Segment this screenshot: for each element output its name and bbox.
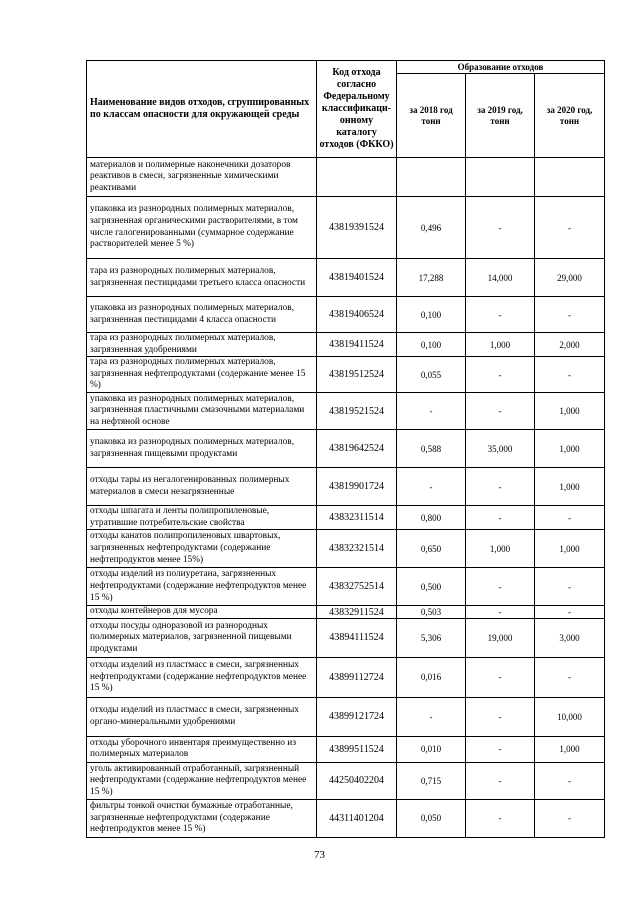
row-name-cell: тара из разнородных полимерных материалов, загрязненная нефтепродуктами (содержание менее 15 %) bbox=[87, 357, 317, 393]
header-year-2019: за 2019 год, тонн bbox=[466, 74, 535, 158]
waste-table bbox=[86, 60, 605, 838]
row-2019-cell: - bbox=[466, 297, 535, 333]
row-code-cell: 43819512524 bbox=[317, 357, 397, 393]
page-number: 73 bbox=[314, 849, 325, 861]
row-2018-cell: - bbox=[397, 468, 466, 506]
row-2018-cell: 0,496 bbox=[397, 197, 466, 259]
table-row bbox=[87, 393, 605, 430]
row-2018-cell: 0,800 bbox=[397, 506, 466, 530]
row-code-cell: 43819642524 bbox=[317, 430, 397, 468]
row-2020-cell: 10,000 bbox=[535, 697, 605, 736]
row-code-cell: 43832311514 bbox=[317, 506, 397, 530]
row-2019-cell: - bbox=[466, 393, 535, 430]
table-row bbox=[87, 259, 605, 297]
row-2018-cell: - bbox=[397, 697, 466, 736]
row-2020-cell: 1,000 bbox=[535, 468, 605, 506]
table-row bbox=[87, 506, 605, 530]
row-2020-cell: - bbox=[535, 762, 605, 799]
row-2019-cell: 19,000 bbox=[466, 618, 535, 657]
table-row bbox=[87, 657, 605, 697]
row-2020-cell: 1,000 bbox=[535, 530, 605, 568]
row-2018-cell bbox=[397, 158, 466, 197]
row-code-cell: 43819406524 bbox=[317, 297, 397, 333]
table-row bbox=[87, 568, 605, 606]
row-2018-cell: 5,306 bbox=[397, 618, 466, 657]
row-2019-cell: - bbox=[466, 697, 535, 736]
row-2018-cell: 0,055 bbox=[397, 357, 466, 393]
row-name-cell: отходы тары из негалогенированных полимерных материалов в смеси незагрязненные bbox=[87, 468, 317, 506]
header-name-column: Наименование видов отходов, сгруппированных по классам опасности для окружающей среды bbox=[87, 61, 317, 158]
table-header bbox=[87, 61, 605, 158]
table-row bbox=[87, 530, 605, 568]
table-row bbox=[87, 762, 605, 799]
row-2020-cell: 1,000 bbox=[535, 393, 605, 430]
row-2019-cell: - bbox=[466, 736, 535, 762]
row-name-cell: фильтры тонкой очистки бумажные отработанные, загрязненные нефтепродуктами (содержание нефтепродуктов менее 15 %) bbox=[87, 799, 317, 837]
table-row bbox=[87, 430, 605, 468]
row-2020-cell: - bbox=[535, 506, 605, 530]
table-row bbox=[87, 697, 605, 736]
row-code-cell: 43832321514 bbox=[317, 530, 397, 568]
row-name-cell: отходы канатов полипропиленовых швартовых, загрязненных нефтепродуктами (содержание нефтепродуктов менее 15%) bbox=[87, 530, 317, 568]
row-2020-cell: 2,000 bbox=[535, 333, 605, 357]
row-name-cell: упаковка из разнородных полимерных материалов, загрязненная пестицидами 4 класса опасности bbox=[87, 297, 317, 333]
table-row bbox=[87, 618, 605, 657]
row-2018-cell: 0,100 bbox=[397, 333, 466, 357]
row-2018-cell: 0,588 bbox=[397, 430, 466, 468]
row-name-cell: уголь активированный отработанный, загрязненный нефтепродуктами (содержание нефтепродуктов менее 15 %) bbox=[87, 762, 317, 799]
row-2018-cell: 0,010 bbox=[397, 736, 466, 762]
row-code-cell bbox=[317, 158, 397, 197]
row-2020-cell: 1,000 bbox=[535, 430, 605, 468]
row-2019-cell: - bbox=[466, 657, 535, 697]
row-2019-cell: - bbox=[466, 799, 535, 837]
row-name-cell: отходы изделий из пластмасс в смеси, загрязненных органо-минеральными удобрениями bbox=[87, 697, 317, 736]
row-2019-cell: 14,000 bbox=[466, 259, 535, 297]
row-name-cell: упаковка из разнородных полимерных материалов, загрязненная пищевыми продуктами bbox=[87, 430, 317, 468]
row-2018-cell: 0,100 bbox=[397, 297, 466, 333]
row-name-cell: отходы изделий из пластмасс в смеси, загрязненных нефтепродуктами (содержание нефтепродуктов менее 15 %) bbox=[87, 657, 317, 697]
row-name-cell: упаковка из разнородных полимерных материалов, загрязненная пластичными смазочными материалами на нефтяной основе bbox=[87, 393, 317, 430]
row-code-cell: 43819901724 bbox=[317, 468, 397, 506]
row-2019-cell: - bbox=[466, 197, 535, 259]
row-2019-cell: - bbox=[466, 468, 535, 506]
row-code-cell: 43899121724 bbox=[317, 697, 397, 736]
row-name-cell: тара из разнородных полимерных материалов, загрязненная удобрениями bbox=[87, 333, 317, 357]
row-2019-cell: 1,000 bbox=[466, 530, 535, 568]
row-2020-cell: 29,000 bbox=[535, 259, 605, 297]
row-2020-cell bbox=[535, 158, 605, 197]
row-code-cell: 43894111524 bbox=[317, 618, 397, 657]
header-code-column: Код отхода согласно Федеральному классификаци-онному каталогу отходов (ФККО) bbox=[317, 61, 397, 158]
table-row bbox=[87, 333, 605, 357]
row-2020-cell: - bbox=[535, 657, 605, 697]
row-name-cell: упаковка из разнородных полимерных материалов, загрязненная органическими растворителями, в том числе галогенированными (суммарное содержание растворителей менее 5 %) bbox=[87, 197, 317, 259]
table-row bbox=[87, 197, 605, 259]
row-2020-cell: - bbox=[535, 297, 605, 333]
row-2020-cell: - bbox=[535, 568, 605, 606]
row-name-cell: отходы уборочного инвентаря преимущественно из полимерных материалов bbox=[87, 736, 317, 762]
table-row bbox=[87, 736, 605, 762]
row-2019-cell: 1,000 bbox=[466, 333, 535, 357]
row-code-cell: 43899511524 bbox=[317, 736, 397, 762]
row-2019-cell: - bbox=[466, 568, 535, 606]
row-name-cell: отходы шпагата и ленты полипропиленовые, утратившие потребительские свойства bbox=[87, 506, 317, 530]
row-2020-cell: 1,000 bbox=[535, 736, 605, 762]
row-name-cell: материалов и полимерные наконечники дозаторов реактивов в смеси, загрязненные химическими реактивами bbox=[87, 158, 317, 197]
row-2019-cell: - bbox=[466, 357, 535, 393]
row-code-cell: 43819411524 bbox=[317, 333, 397, 357]
row-2019-cell bbox=[466, 158, 535, 197]
row-2019-cell: - bbox=[466, 606, 535, 619]
row-code-cell: 43819391524 bbox=[317, 197, 397, 259]
row-2018-cell: 0,050 bbox=[397, 799, 466, 837]
row-2020-cell: - bbox=[535, 357, 605, 393]
row-name-cell: отходы посуды одноразовой из разнородных полимерных материалов, загрязненной пищевыми продуктами bbox=[87, 618, 317, 657]
row-2020-cell: - bbox=[535, 799, 605, 837]
table-row bbox=[87, 357, 605, 393]
table-row bbox=[87, 158, 605, 197]
row-2018-cell: 0,650 bbox=[397, 530, 466, 568]
table-row bbox=[87, 606, 605, 619]
row-2018-cell: 0,016 bbox=[397, 657, 466, 697]
row-2018-cell: - bbox=[397, 393, 466, 430]
table-body bbox=[87, 158, 605, 838]
row-2019-cell: - bbox=[466, 506, 535, 530]
row-2019-cell: 35,000 bbox=[466, 430, 535, 468]
table-row bbox=[87, 468, 605, 506]
row-2018-cell: 0,503 bbox=[397, 606, 466, 619]
row-code-cell: 43819521524 bbox=[317, 393, 397, 430]
row-2020-cell: - bbox=[535, 606, 605, 619]
row-2019-cell: - bbox=[466, 762, 535, 799]
row-code-cell: 44311401204 bbox=[317, 799, 397, 837]
table-row bbox=[87, 297, 605, 333]
row-name-cell: отходы контейнеров для мусора bbox=[87, 606, 317, 619]
row-name-cell: отходы изделий из полиуретана, загрязненных нефтепродуктами (содержание нефтепродуктов менее 15 %) bbox=[87, 568, 317, 606]
row-code-cell: 43899112724 bbox=[317, 657, 397, 697]
row-code-cell: 43832752514 bbox=[317, 568, 397, 606]
header-waste-generation: Образование отходов bbox=[397, 61, 605, 74]
row-2018-cell: 0,715 bbox=[397, 762, 466, 799]
row-code-cell: 44250402204 bbox=[317, 762, 397, 799]
header-year-2018: за 2018 год тонн bbox=[397, 74, 466, 158]
row-2020-cell: 3,000 bbox=[535, 618, 605, 657]
row-code-cell: 43832911524 bbox=[317, 606, 397, 619]
row-name-cell: тара из разнородных полимерных материалов, загрязненная пестицидами третьего класса опасности bbox=[87, 259, 317, 297]
row-2018-cell: 17,288 bbox=[397, 259, 466, 297]
row-code-cell: 43819401524 bbox=[317, 259, 397, 297]
table-row bbox=[87, 799, 605, 837]
header-year-2020: за 2020 год, тонн bbox=[535, 74, 605, 158]
row-2018-cell: 0,500 bbox=[397, 568, 466, 606]
row-2020-cell: - bbox=[535, 197, 605, 259]
